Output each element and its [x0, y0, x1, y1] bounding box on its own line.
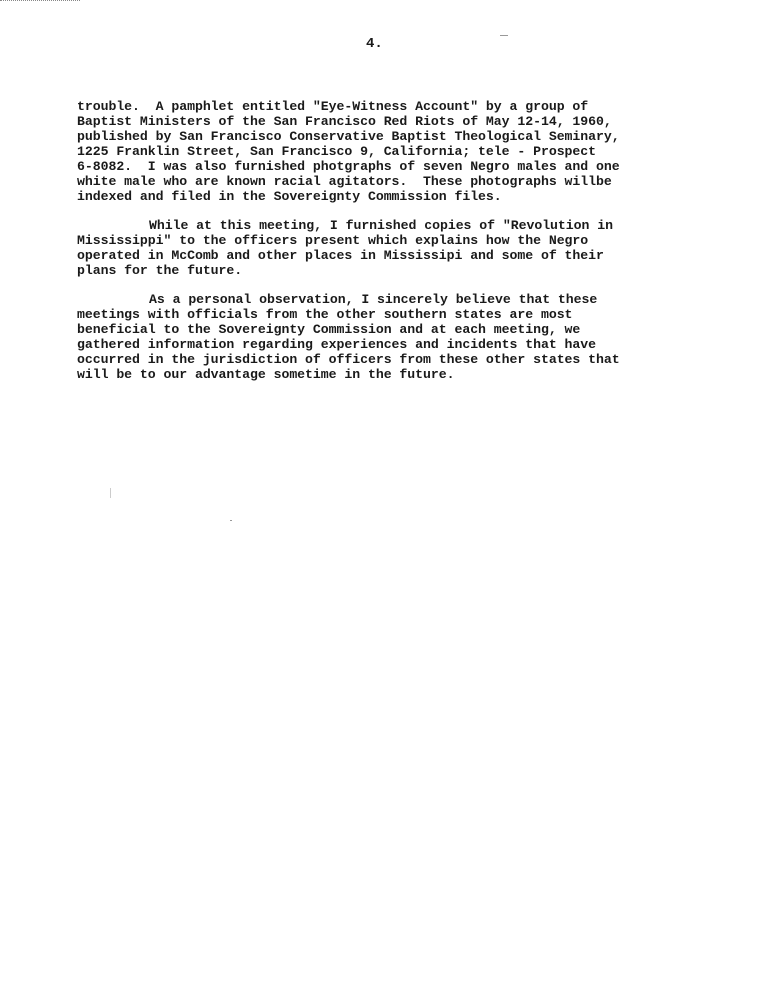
text-line: published by San Francisco Conservative Baptist Theological Seminary,	[77, 129, 620, 144]
text-line: will be to our advantage sometime in the future.	[77, 367, 455, 382]
text-line: 6-8082. I was also furnished photgraphs of seven Negro males and one	[77, 159, 620, 174]
text-line: meetings with officials from the other southern states are most	[77, 307, 573, 322]
page-edge-mark	[0, 0, 80, 3]
paragraph-3	[77, 292, 717, 382]
text-line: operated in McComb and other places in Mississipi and some of their	[77, 248, 604, 263]
text-line: white male who are known racial agitators. These photographs willbe	[77, 174, 612, 189]
text-line: beneficial to the Sovereignty Commission and at each meeting, we	[77, 322, 581, 337]
text-line: Baptist Ministers of the San Francisco Red Riots of May 12-14, 1960,	[77, 114, 612, 129]
text-line: plans for the future.	[77, 263, 243, 278]
paragraph-1	[77, 99, 717, 204]
text-line: indexed and filed in the Sovereignty Commission files.	[77, 189, 502, 204]
text-line: occurred in the jurisdiction of officers from these other states that	[77, 352, 620, 367]
paragraph-2	[77, 218, 717, 278]
scan-speck	[230, 520, 232, 521]
text-line: While at this meeting, I furnished copies of "Revolution in	[149, 218, 613, 233]
text-line: gathered information regarding experiences and incidents that have	[77, 337, 597, 352]
page-number: 4.	[366, 36, 383, 52]
text-line: As a personal observation, I sincerely believe that these	[149, 292, 598, 307]
text-line: 1225 Franklin Street, San Francisco 9, California; tele - Prospect	[77, 144, 597, 159]
text-line: Mississippi" to the officers present which explains how the Negro	[77, 233, 589, 248]
scan-speck	[500, 35, 508, 36]
text-line: trouble. A pamphlet entitled "Eye-Witness Account" by a group of	[77, 99, 589, 114]
scan-speck	[110, 488, 111, 498]
